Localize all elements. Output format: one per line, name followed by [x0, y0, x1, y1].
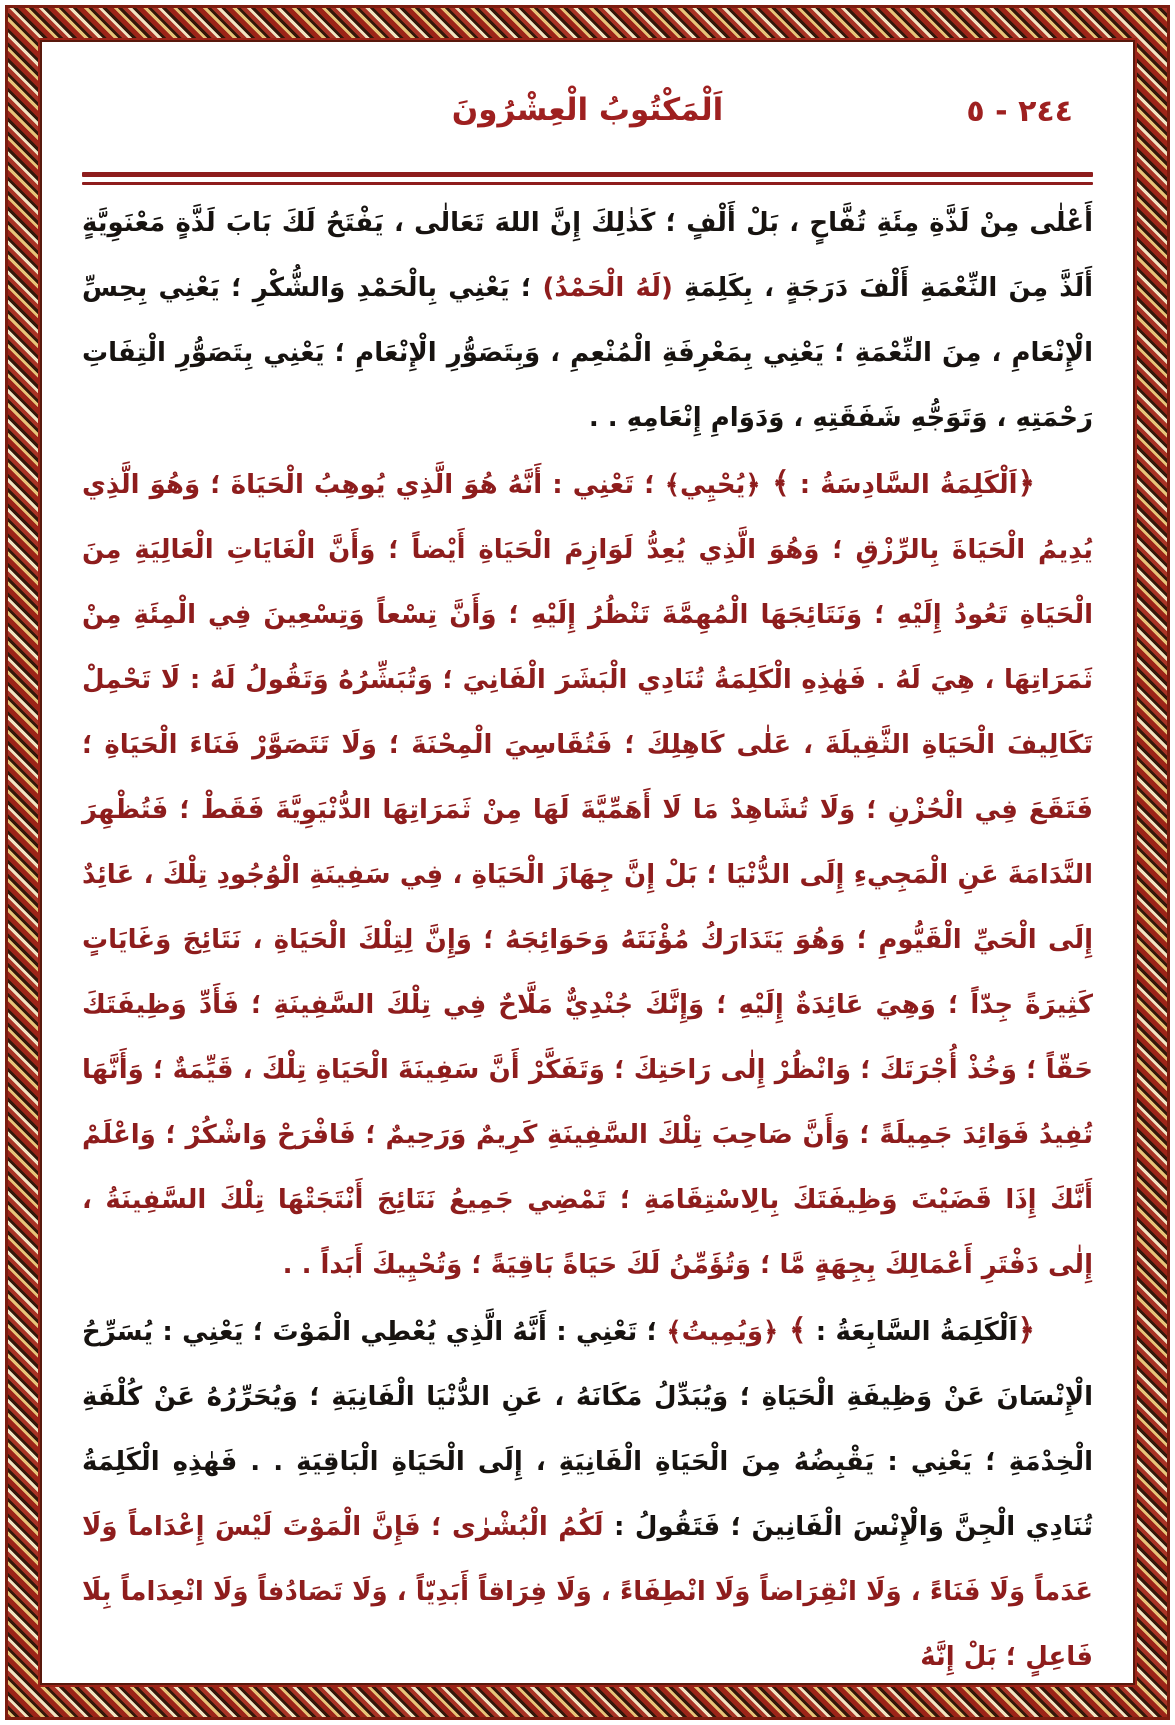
hamd-highlight-phrase: (لَهُ الْحَمْدُ): [542, 273, 673, 303]
sixth-word-text: ؛ تَعْنِي : أَنَّهُ هُوَ الَّذِي يُوهِبُ الْحَيَاةَ ؛ وَهُوَ الَّذِي يُدِيمُ الْحَيَاةَ بِالرِّزْقِ ؛ وَهُوَ الَّذِي يُعِدُّ لَوَازِمَ الْحَيَاةِ أَيْضاً ؛ وَأَنَّ الْغَايَاتِ الْعَالِيَةِ مِنَ الْحَيَاةِ تَعُودُ إِلَيْهِ ؛ وَنَتَائِجَهَا الْمُهِمَّةَ تَنْظُرُ إِلَيْهِ ؛ وَأَنَّ تِسْعاً وَتِسْعِينَ فِي الْمِئَةِ مِنْ ثَمَرَاتِهَا ، هِيَ لَهُ . فَهٰذِهِ الْكَلِمَةُ تُنَادِي الْبَشَرَ الْفَانِيَ ؛ وَتُبَشِّرُهُ وَتَقُولُ لَهُ : لَا تَحْمِلْ تَكَالِيفَ الْحَيَاةِ الثَّقِيلَةَ ، عَلٰى كَاهِلِكَ ؛ فَتُقَاسِيَ الْمِحْنَةَ ؛ وَلَا تَتَصَوَّرْ فَنَاءَ الْحَيَاةِ ؛ فَتَقَعَ فِي الْحُزْنِ ؛ وَلَا تُشَاهِدْ مَا لَا أَهَمِّيَّةَ لَهَا مِنْ ثَمَرَاتِهَا الدُّنْيَوِيَّةَ فَقَطْ ؛ فَتُظْهِرَ النَّدَامَةَ عَنِ الْمَجِيءِ إِلَى الدُّنْيَا ؛ بَلْ إِنَّ جِهَازَ الْحَيَاةِ ، فِي سَفِينَةِ الْوُجُودِ تِلْكَ ، عَائِدٌ إِلَى الْحَيِّ الْقَيُّومِ ؛ وَهُوَ يَتَدَارَكُ مُؤْنَتَهُ وَحَوَائِجَهُ ؛ وَإِنَّ لِتِلْكَ الْحَيَاةِ ، نَتَائِجَ وَغَايَاتٍ كَثِيرَةً جِدّاً ؛ وَهِيَ عَائِدَةٌ إِلَيْهِ ؛ وَإِنَّكَ جُنْدِيٌّ مَلَّاحٌ فِي تِلْكَ السَّفِينَةِ ؛ فَأَدِّ وَظِيفَتَكَ حَقّاً ؛ وَخُذْ أُجْرَتَكَ ؛ وَانْظُرْ إِلٰى رَاحَتِكَ ؛ وَتَفَكَّرْ أَنَّ سَفِينَةَ الْحَيَاةِ تِلْكَ ، قَيِّمَةٌ ؛ وَأَنَّهَا تُفِيدُ فَوَائِدَ جَمِيلَةً ؛ وَأَنَّ صَاحِبَ تِلْكَ السَّفِينَةِ كَرِيمٌ وَرَحِيمٌ ؛ فَافْرَحْ وَاشْكُرْ ؛ وَاعْلَمْ أَنَّكَ إِذَا قَضَيْتَ وَظِيفَتَكَ بِالِاسْتِقَامَةِ ؛ تَمْضِي جَمِيعُ نَتَائِجَ أَنْتَجَتْهَا تِلْكَ السَّفِينَةُ ، إِلٰى دَفْتَرِ أَعْمَالِكَ بِجِهَةٍ مَّا ؛ وَتُؤَمِّنُ لَكَ حَيَاةً بَاقِيَةً ؛ وَتُحْيِيكَ أَبَداً . .: [82, 470, 1093, 1280]
body-text: [82, 191, 1093, 1685]
ornate-bracket-open-icon: ﴿: [1017, 466, 1036, 501]
continuation-text-after: ؛ يَعْنِي بِالْحَمْدِ وَالشُّكْرِ ؛ يَعْنِي بِحِسِّ الْإِنْعَامِ ، مِنَ النِّعْمَةِ ؛ يَعْنِي بِمَعْرِفَةِ الْمُنْعِمِ ، وَبِتَصَوُّرِ الْإِنْعَامِ ؛ يَعْنِي بِتَصَوُّرِ الْتِفَاتِ رَحْمَتِهِ ، وَتَوَجُّهِ شَفَقَتِهِ ، وَدَوَامِ إِنْعَامِهِ . .: [82, 273, 1093, 433]
seventh-word-text-black: ؛ تَعْنِي : أَنَّهُ الَّذِي يُعْطِي الْمَوْتَ ؛ يَعْنِي : يُسَرِّحُ الْإِنْسَانَ عَنْ وَظِيفَةِ الْحَيَاةِ ؛ وَيُبَدِّلُ مَكَانَهُ ، عَنِ الدُّنْيَا الْفَانِيَةِ ؛ وَيُحَرِّرُهُ عَنْ كُلْفَةِ الْخِدْمَةِ ؛ يَعْنِي : يَقْبِضُهُ مِنَ الْحَيَاةِ الْفَانِيَةِ ، إِلَى الْحَيَاةِ الْبَاقِيَةِ . . فَهٰذِهِ الْكَلِمَةُ تُنَادِي الْجِنَّ وَالْإِنْسَ الْفَانِينَ ؛ فَتَقُولُ :: [82, 1317, 1093, 1542]
divider-thin-line: [82, 182, 1093, 185]
page-header: [68, 68, 1107, 146]
paragraph-seventh-word: [82, 1298, 1093, 1685]
page-content: [40, 40, 1135, 1685]
ornate-bracket-close-icon: ﴾: [760, 466, 790, 501]
sixth-word-quoted: ﴿يُحْيِي﴾: [664, 470, 761, 500]
seventh-word-heading: اَلْكَلِمَةُ السَّابِعَةُ :: [806, 1317, 1018, 1347]
continuation-text-before: أَعْلٰى مِنْ لَذَّةِ مِئَةِ تُفَّاحٍ ، بَلْ أَلْفٍ ؛ كَذٰلِكَ إِنَّ اللهَ تَعَالٰى ، يَفْتَحُ لَكَ بَابَ لَذَّةٍ مَعْنَوِيَّةٍ أَلَذَّ مِنَ النِّعْمَةِ أَلْفَ دَرَجَةٍ ، بِكَلِمَةِ: [82, 208, 1093, 303]
sixth-word-heading: اَلْكَلِمَةُ السَّادِسَةُ :: [789, 470, 1018, 500]
ornate-bracket-close-icon: ﴾: [778, 1313, 807, 1348]
paragraph-sixth-word: [82, 451, 1093, 1298]
paragraph-continuation: [82, 191, 1093, 451]
seventh-word-text-maroon: لَكُمُ الْبُشْرٰى ؛ فَإِنَّ الْمَوْتَ لَيْسَ إِعْدَاماً وَلَا عَدَماً وَلَا فَنَاءً ، وَلَا انْقِرَاضاً وَلَا انْطِفَاءً ، وَلَا فِرَاقاً أَبَدِيّاً ، وَلَا تَصَادُفاً وَلَا انْعِدَاماً بِلَا فَاعِلٍ ؛ بَلْ إِنَّهُ: [82, 1512, 1093, 1672]
seventh-word-quoted: ﴿وَيُمِيتُ﴾: [666, 1317, 779, 1347]
page-number: ٢٤٤ - ٥: [966, 94, 1073, 129]
ornate-bracket-open-icon: ﴿: [1017, 1313, 1035, 1348]
header-divider: [82, 172, 1093, 185]
page-title: اَلْمَكْتُوبُ الْعِشْرُونَ: [451, 92, 724, 128]
